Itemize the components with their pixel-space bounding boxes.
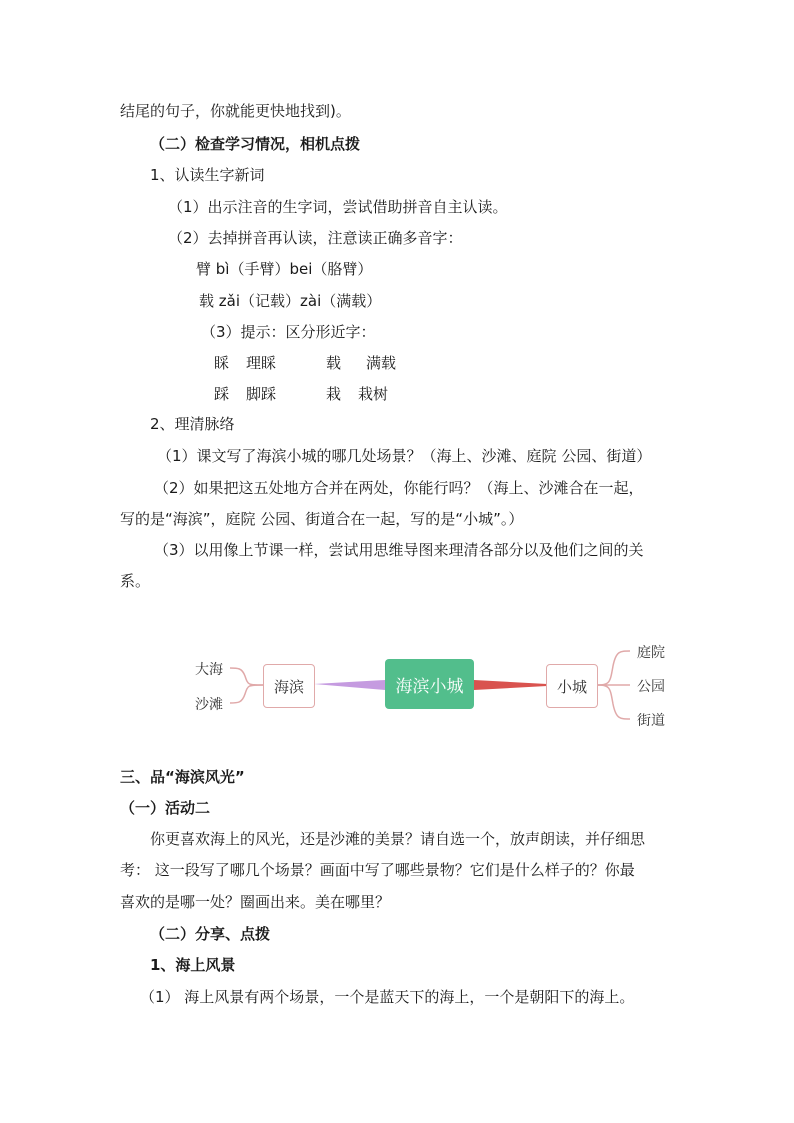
mind-map-leaf: 大海: [195, 662, 223, 678]
mind-map-leaf: 庭院: [637, 645, 665, 661]
paragraph-line: 结尾的句子，你就能更快地找到)。: [120, 102, 351, 120]
paragraph-line: （3）以用像上节课一样，尝试用思维导图来理清各部分以及他们之间的关: [154, 541, 644, 559]
paragraph-line: 系。: [120, 572, 151, 590]
mind-map-node-right: 小城: [546, 664, 598, 708]
char-pair: 睬: [214, 354, 230, 372]
char-pair: 栽树: [358, 385, 389, 403]
section-heading: （一）活动二: [120, 799, 211, 817]
mind-map-leaf: 沙滩: [195, 697, 223, 713]
char-pair: 脚踩: [246, 385, 277, 403]
char-pair: 理睬: [246, 354, 277, 372]
paragraph-line: 写的是“海滨”，庭院 公园、街道合在一起，写的是“小城”。）: [120, 510, 524, 528]
char-pair: 满载: [366, 354, 397, 372]
char-pair: 踩: [214, 385, 230, 403]
char-pair: 栽: [326, 385, 342, 403]
paragraph-line: （1）出示注音的生字词，尝试借助拼音自主认读。: [168, 198, 508, 216]
section-heading: 三、品“海滨风光”: [120, 768, 245, 786]
polyphone-line: 载 zǎi（记载）zài（满载）: [199, 292, 382, 310]
paragraph-line: （2）如果把这五处地方合并在两处，你能行吗？（海上、沙滩合在一起，: [154, 479, 644, 497]
section-heading: （二）检查学习情况，相机点拨: [150, 135, 361, 153]
paragraph-line: （1） 海上风景有两个场景，一个是蓝天下的海上，一个是朝阳下的海上。: [140, 988, 635, 1006]
mind-map-leaf: 公园: [637, 679, 665, 695]
paragraph-line: 你更喜欢海上的风光，还是沙滩的美景？请自选一个，放声朗读，并仔细思: [150, 830, 646, 848]
subsection-heading: 1、海上风景: [150, 956, 236, 974]
paragraph-line: 考： 这一段写了哪几个场景？画面中写了哪些景物？它们是什么样子的？你最: [120, 861, 635, 879]
paragraph-line: （2）去掉拼音再认读，注意读正确多音字：: [168, 229, 463, 247]
paragraph-line: 喜欢的是哪一处？圈画出来。美在哪里？: [120, 893, 391, 911]
paragraph-line: （3）提示：区分形近字：: [201, 323, 376, 341]
section-heading: （二）分享、点拨: [150, 925, 271, 943]
polyphone-line: 臂 bì（手臂）bei（胳臂）: [196, 260, 373, 278]
char-pair: 载: [326, 354, 342, 372]
mind-map-node-left: 海滨: [263, 664, 315, 708]
mind-map-leaf: 街道: [637, 713, 665, 729]
paragraph-line: （1）课文写了海滨小城的哪几处场景？（海上、沙滩、庭院 公园、街道）: [157, 447, 652, 465]
mind-map-center-node: 海滨小城: [385, 659, 474, 709]
subsection-heading: 2、理清脉络: [150, 415, 235, 433]
subsection-heading: 1、认读生字新词: [150, 166, 265, 184]
